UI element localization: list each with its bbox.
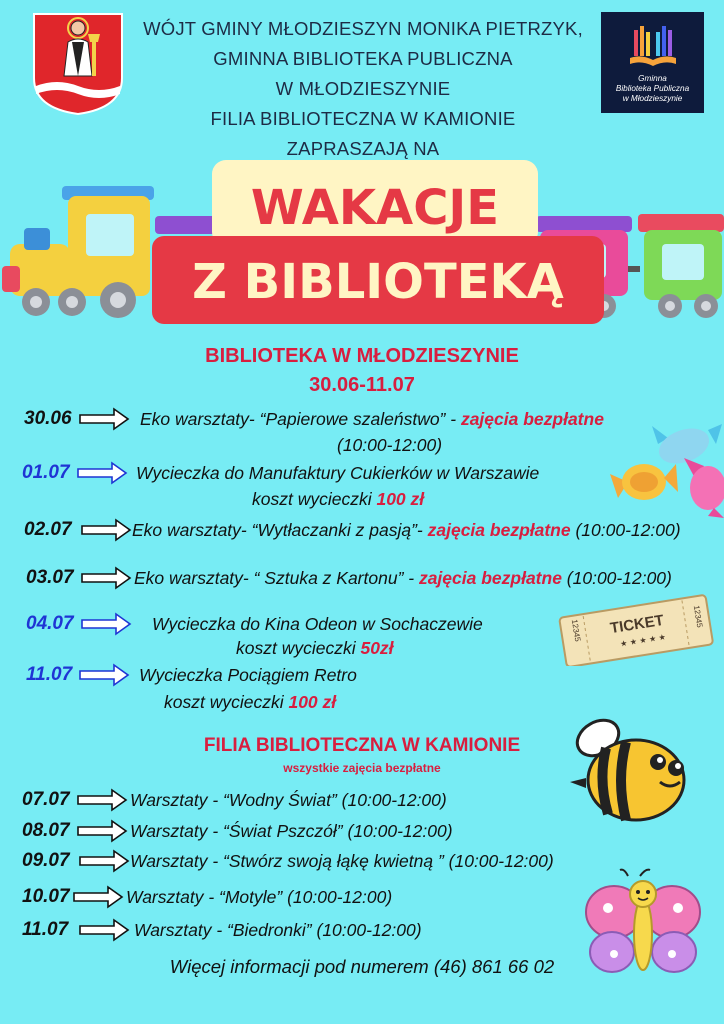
event-date: 09.07 bbox=[22, 850, 70, 871]
event-row bbox=[0, 819, 724, 843]
event-date: 02.07 bbox=[24, 519, 72, 540]
event-date: 11.07 bbox=[22, 919, 69, 940]
section-title-kamion: FILIA BIBLIOTECZNA W KAMIONIE bbox=[203, 735, 521, 756]
arrow-right-icon bbox=[80, 612, 132, 636]
event-cost: 100 zł bbox=[288, 692, 337, 712]
event-free-label: zajęcia bezpłatne bbox=[460, 409, 604, 429]
event-cost-label: koszt wycieczki bbox=[252, 489, 377, 509]
arrow-right-icon bbox=[80, 518, 132, 542]
event-cost: 100 zł bbox=[376, 489, 425, 509]
header-line-2: GMINNA BIBLIOTEKA PUBLICZNA bbox=[213, 48, 513, 69]
logo-line-1: Gminna bbox=[638, 74, 667, 83]
event-time: (10:00-12:00) bbox=[337, 435, 443, 455]
organizers-header bbox=[130, 14, 596, 164]
ticket-decoration bbox=[556, 594, 716, 666]
title-wakacje: WAKACJE bbox=[250, 180, 500, 236]
event-text: Wycieczka do Manufaktury Cukierków w Warszawie bbox=[136, 463, 540, 483]
event-text: Warsztaty - “Stwórz swoją łąkę kwietną ” (10:00-12:00) bbox=[130, 851, 554, 871]
section-title-mlodzieszyn: BIBLIOTEKA W MŁODZIESZYNIE bbox=[205, 345, 519, 367]
event-row bbox=[0, 663, 724, 687]
arrow-right-icon bbox=[78, 849, 130, 873]
logo-line-3: w Młodzieszynie bbox=[622, 94, 683, 103]
locomotive-icon bbox=[2, 186, 154, 318]
ticket-number-right: 12345 bbox=[691, 604, 705, 629]
event-text: Warsztaty - “Biedronki” (10:00-12:00) bbox=[134, 920, 422, 940]
arrow-right-icon bbox=[76, 461, 128, 485]
event-date: 01.07 bbox=[22, 462, 70, 483]
event-row bbox=[0, 885, 724, 909]
open-book-icon bbox=[628, 26, 678, 70]
event-row bbox=[0, 566, 724, 590]
header-line-3: W MŁODZIESZYNIE bbox=[275, 78, 451, 99]
toy-train-banner bbox=[0, 156, 724, 336]
event-text: Wycieczka Pociągiem Retro bbox=[139, 665, 357, 685]
logo-line-2: Biblioteka Publiczna bbox=[615, 84, 690, 93]
arrow-right-icon bbox=[72, 885, 124, 909]
green-wagon-icon bbox=[638, 214, 724, 318]
header-line-5: ZAPRASZAJĄ NA bbox=[286, 138, 440, 159]
event-text: Eko warsztaty- “Wytłaczanki z pasją”- bbox=[132, 520, 428, 540]
event-date: 30.06 bbox=[24, 408, 72, 429]
arrow-right-icon bbox=[78, 663, 130, 687]
event-date: 10.07 bbox=[22, 886, 70, 907]
event-text: Wycieczka do Kina Odeon w Sochaczewie bbox=[152, 614, 483, 634]
event-cost-label: koszt wycieczki bbox=[236, 638, 361, 658]
arrow-right-icon bbox=[76, 819, 128, 843]
library-logo bbox=[601, 12, 704, 113]
event-date: 07.07 bbox=[22, 789, 70, 810]
title-z-biblioteka: Z BIBLIOTEKĄ bbox=[192, 254, 564, 310]
event-date: 08.07 bbox=[22, 820, 70, 841]
municipality-crest-icon bbox=[32, 12, 124, 116]
ticket-number-left: 12345 bbox=[569, 618, 583, 643]
arrow-right-icon bbox=[76, 788, 128, 812]
candy-icon bbox=[604, 420, 724, 520]
event-date: 04.07 bbox=[26, 613, 74, 634]
arrow-right-icon bbox=[80, 566, 132, 590]
event-text: Eko warsztaty- “Papierowe szaleństwo” - bbox=[140, 409, 461, 429]
arrow-right-icon bbox=[78, 918, 130, 942]
event-date: 03.07 bbox=[26, 567, 74, 588]
event-free-label: zajęcia bezpłatne bbox=[427, 520, 571, 540]
ticket-stars: ★ ★ ★ ★ ★ bbox=[619, 632, 667, 649]
header-line-1: WÓJT GMINY MŁODZIESZYN MONIKA PIETRZYK, bbox=[143, 18, 583, 39]
event-text: Warsztaty - “Wodny Świat” (10:00-12:00) bbox=[130, 790, 447, 810]
arrow-right-icon bbox=[78, 407, 130, 431]
ticket-label: TICKET bbox=[608, 611, 666, 638]
event-text: Warsztaty - “Świat Pszczół” (10:00-12:00) bbox=[130, 821, 453, 841]
event-free-label: zajęcia bezpłatne bbox=[418, 568, 562, 588]
event-row bbox=[0, 788, 724, 812]
event-time: (10:00-12:00) bbox=[561, 568, 672, 588]
event-text: Eko warsztaty- “ Sztuka z Kartonu” - bbox=[134, 568, 419, 588]
section-subtitle: wszystkie zajęcia bezpłatne bbox=[283, 761, 441, 775]
contact-info: Więcej informacji pod numerem (46) 861 66 02 bbox=[169, 956, 555, 977]
header-line-4: FILIA BIBLIOTECZNA W KAMIONIE bbox=[210, 108, 516, 129]
event-row bbox=[0, 918, 724, 942]
event-date: 11.07 bbox=[26, 664, 73, 685]
event-cost: 50zł bbox=[360, 638, 394, 658]
section-dates: 30.06-11.07 bbox=[309, 374, 415, 396]
event-cost-label: koszt wycieczki bbox=[164, 692, 289, 712]
event-row bbox=[0, 518, 724, 542]
event-time: (10:00-12:00) bbox=[570, 520, 681, 540]
event-text: Warsztaty - “Motyle” (10:00-12:00) bbox=[126, 887, 393, 907]
